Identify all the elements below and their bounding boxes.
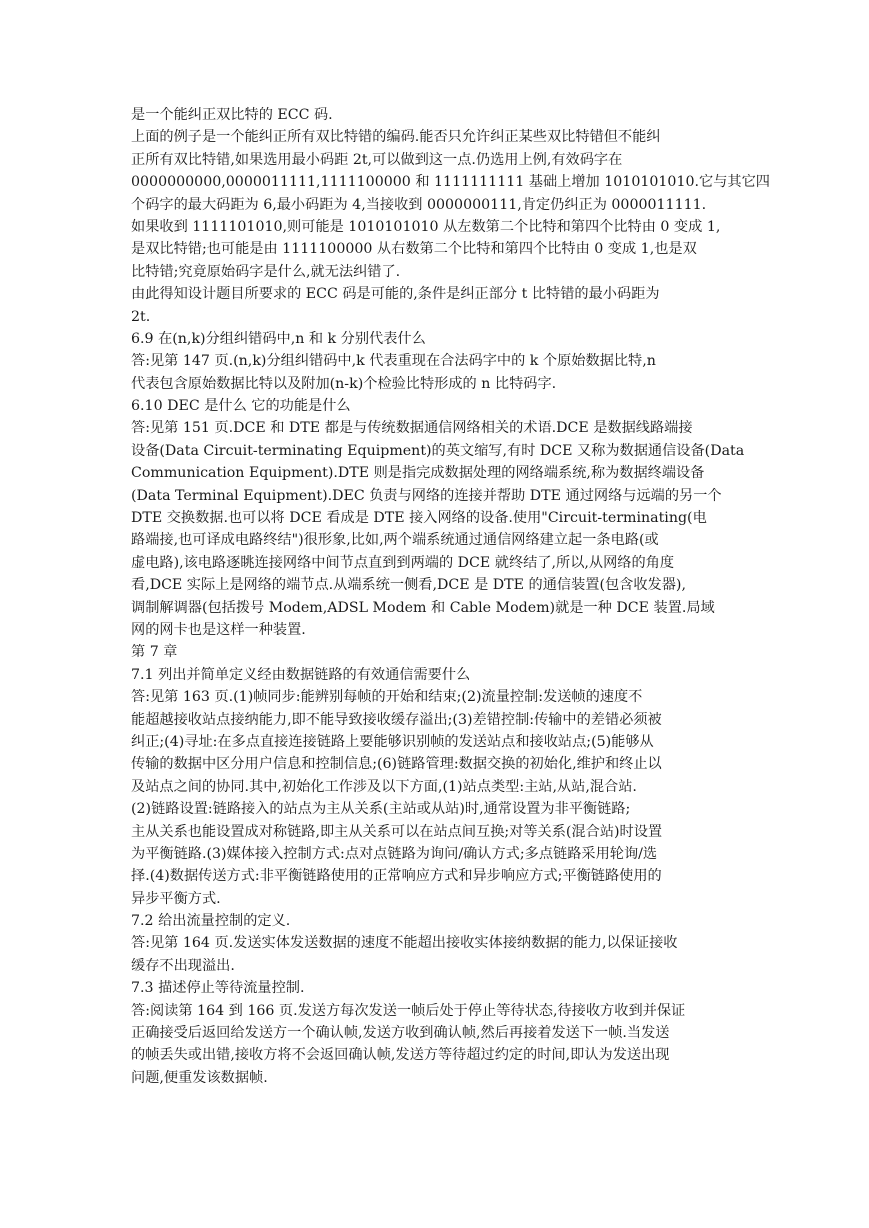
text-line: (2)链路设置:链路接入的站点为主从关系(主站或从站)时,通常设置为非平衡链路; <box>131 801 631 818</box>
text-line: 正所有双比特错,如果选用最小码距 2t,可以做到这一点.仍选用上例,有效码字在 <box>131 151 623 168</box>
text-line: 代表包含原始数据比特以及附加(n-k)个检验比特形成的 n 比特码字. <box>131 375 557 392</box>
text-line: DTE 交换数据.也可以将 DCE 看成是 DTE 接入网络的设备.使用"Circuit-terminating(电 <box>131 510 707 527</box>
text-line: 是一个能纠正双比特的 ECC 码. <box>131 107 333 123</box>
text-line: 异步平衡方式. <box>131 890 221 907</box>
text-line: 为平衡链路.(3)媒体接入控制方式:点对点链路为询问/确认方式;多点链路采用轮询/选 <box>131 845 658 862</box>
text-line: 纠正;(4)寻址:在多点直接连接链路上要能够识别帧的发送站点和接收站点;(5)能够从 <box>131 733 654 750</box>
text-line: 传输的数据中区分用户信息和控制信息;(6)链路管理:数据交换的初始化,维护和终止以 <box>131 756 662 773</box>
text-line: 比特错;究竟原始码字是什么,就无法纠错了. <box>131 263 401 280</box>
text-line: (Data Terminal Equipment).DEC 负责与网络的连接并帮助 DTE 通过网络与远端的另一个 <box>131 487 722 504</box>
question-heading: 7.3 描述停止等待流量控制. <box>131 980 305 997</box>
text-line: 由此得知设计题目所要求的 ECC 码是可能的,条件是纠正部分 t 比特错的最小码距为 <box>131 286 660 303</box>
text-line: 2t. <box>131 308 151 325</box>
question-heading: 7.1 列出并简单定义经由数据链路的有效通信需要什么 <box>131 666 471 683</box>
text-line: 调制解调器(包括拨号 Modem,ADSL Modem 和 Cable Modem)就是一种 DCE 装置.局域 <box>131 599 715 616</box>
text-line: 能超越接收站点接纳能力,即不能导致接收缓存溢出;(3)差错控制:传输中的差错必须被 <box>131 711 662 728</box>
text-line: 主从关系也能设置成对称链路,即主从关系可以在站点间互换;对等关系(混合站)时设置 <box>131 823 663 840</box>
text-line: 缓存不出现溢出. <box>131 957 235 974</box>
text-line: 答:见第 147 页.(n,k)分组纠错码中,k 代表重现在合法码字中的 k 个原始数据比特,n <box>131 353 656 370</box>
text-line: 正确接受后返回给发送方一个确认帧,发送方收到确认帧,然后再接着发送下一帧.当发送 <box>131 1025 670 1042</box>
question-heading: 6.10 DEC 是什么 它的功能是什么 <box>131 398 351 415</box>
question-heading: 7.2 给出流量控制的定义. <box>131 913 291 930</box>
text-line: Communication Equipment).DTE 则是指完成数据处理的网络端系统,称为数据终端设备 <box>131 465 705 482</box>
text-line: 路端接,也可译成电路终结")很形象,比如,两个端系统通过通信网络建立起一条电路(或 <box>131 532 659 549</box>
document-page <box>131 104 770 1089</box>
text-line: 及站点之间的协同.其中,初始化工作涉及以下方面,(1)站点类型:主站,从站,混合站. <box>131 778 637 795</box>
chapter-heading: 第 7 章 <box>131 644 178 661</box>
text-line: 个码字的最大码距为 6,最小码距为 4,当接收到 0000000111,肯定仍纠正为 0000011111. <box>131 196 707 213</box>
text-line: 虚电路),该电路逐眺连接网络中间节点直到到两端的 DCE 就终结了,所以,从网络的角度 <box>131 554 675 571</box>
text-line: 答:见第 164 页.发送实体发送数据的速度不能超出接收实体接纳数据的能力,以保证接收 <box>131 935 678 952</box>
text-line: 看,DCE 实际上是网络的端节点.从端系统一侧看,DCE 是 DTE 的通信装置(包含收发器), <box>131 577 686 594</box>
text-line: 0000000000,0000011111,1111100000 和 1111111111 基础上增加 1010101010.它与其它四 <box>131 174 770 191</box>
text-line: 是双比特错;也可能是由 1111100000 从右数第二个比特和第四个比特由 0 变成 1,也是双 <box>131 241 697 258</box>
text-line: 答:见第 151 页.DCE 和 DTE 都是与传统数据通信网络相关的术语.DCE 是数据线路端接 <box>131 420 693 437</box>
text-line: 如果收到 1111101010,则可能是 1010101010 从左数第二个比特和第四个比特由 0 变成 1, <box>131 218 721 235</box>
text-line: 择.(4)数据传送方式:非平衡链路使用的正常响应方式和异步响应方式;平衡链路使用的 <box>131 868 662 885</box>
text-line: 网的网卡也是这样一种装置. <box>131 621 306 638</box>
question-heading: 6.9 在(n,k)分组纠错码中,n 和 k 分别代表什么 <box>131 330 426 347</box>
text-line: 的帧丢失或出错,接收方将不会返回确认帧,发送方等待超过约定的时间,即认为发送出现 <box>131 1047 670 1064</box>
text-line: 答:阅读第 164 到 166 页.发送方每次发送一帧后处于停止等待状态,待接收方收到并保证 <box>131 1002 686 1019</box>
text-line: 问题,便重发该数据帧. <box>131 1069 268 1086</box>
text-line: 设备(Data Circuit-terminating Equipment)的英文缩写,有时 DCE 又称为数据通信设备(Data <box>131 442 745 459</box>
text-line: 上面的例子是一个能纠正所有双比特错的编码.能否只允许纠正某些双比特错但不能纠 <box>131 129 661 146</box>
text-line: 答:见第 163 页.(1)帧同步:能辨别每帧的开始和结束;(2)流量控制:发送帧的速度不 <box>131 689 643 706</box>
